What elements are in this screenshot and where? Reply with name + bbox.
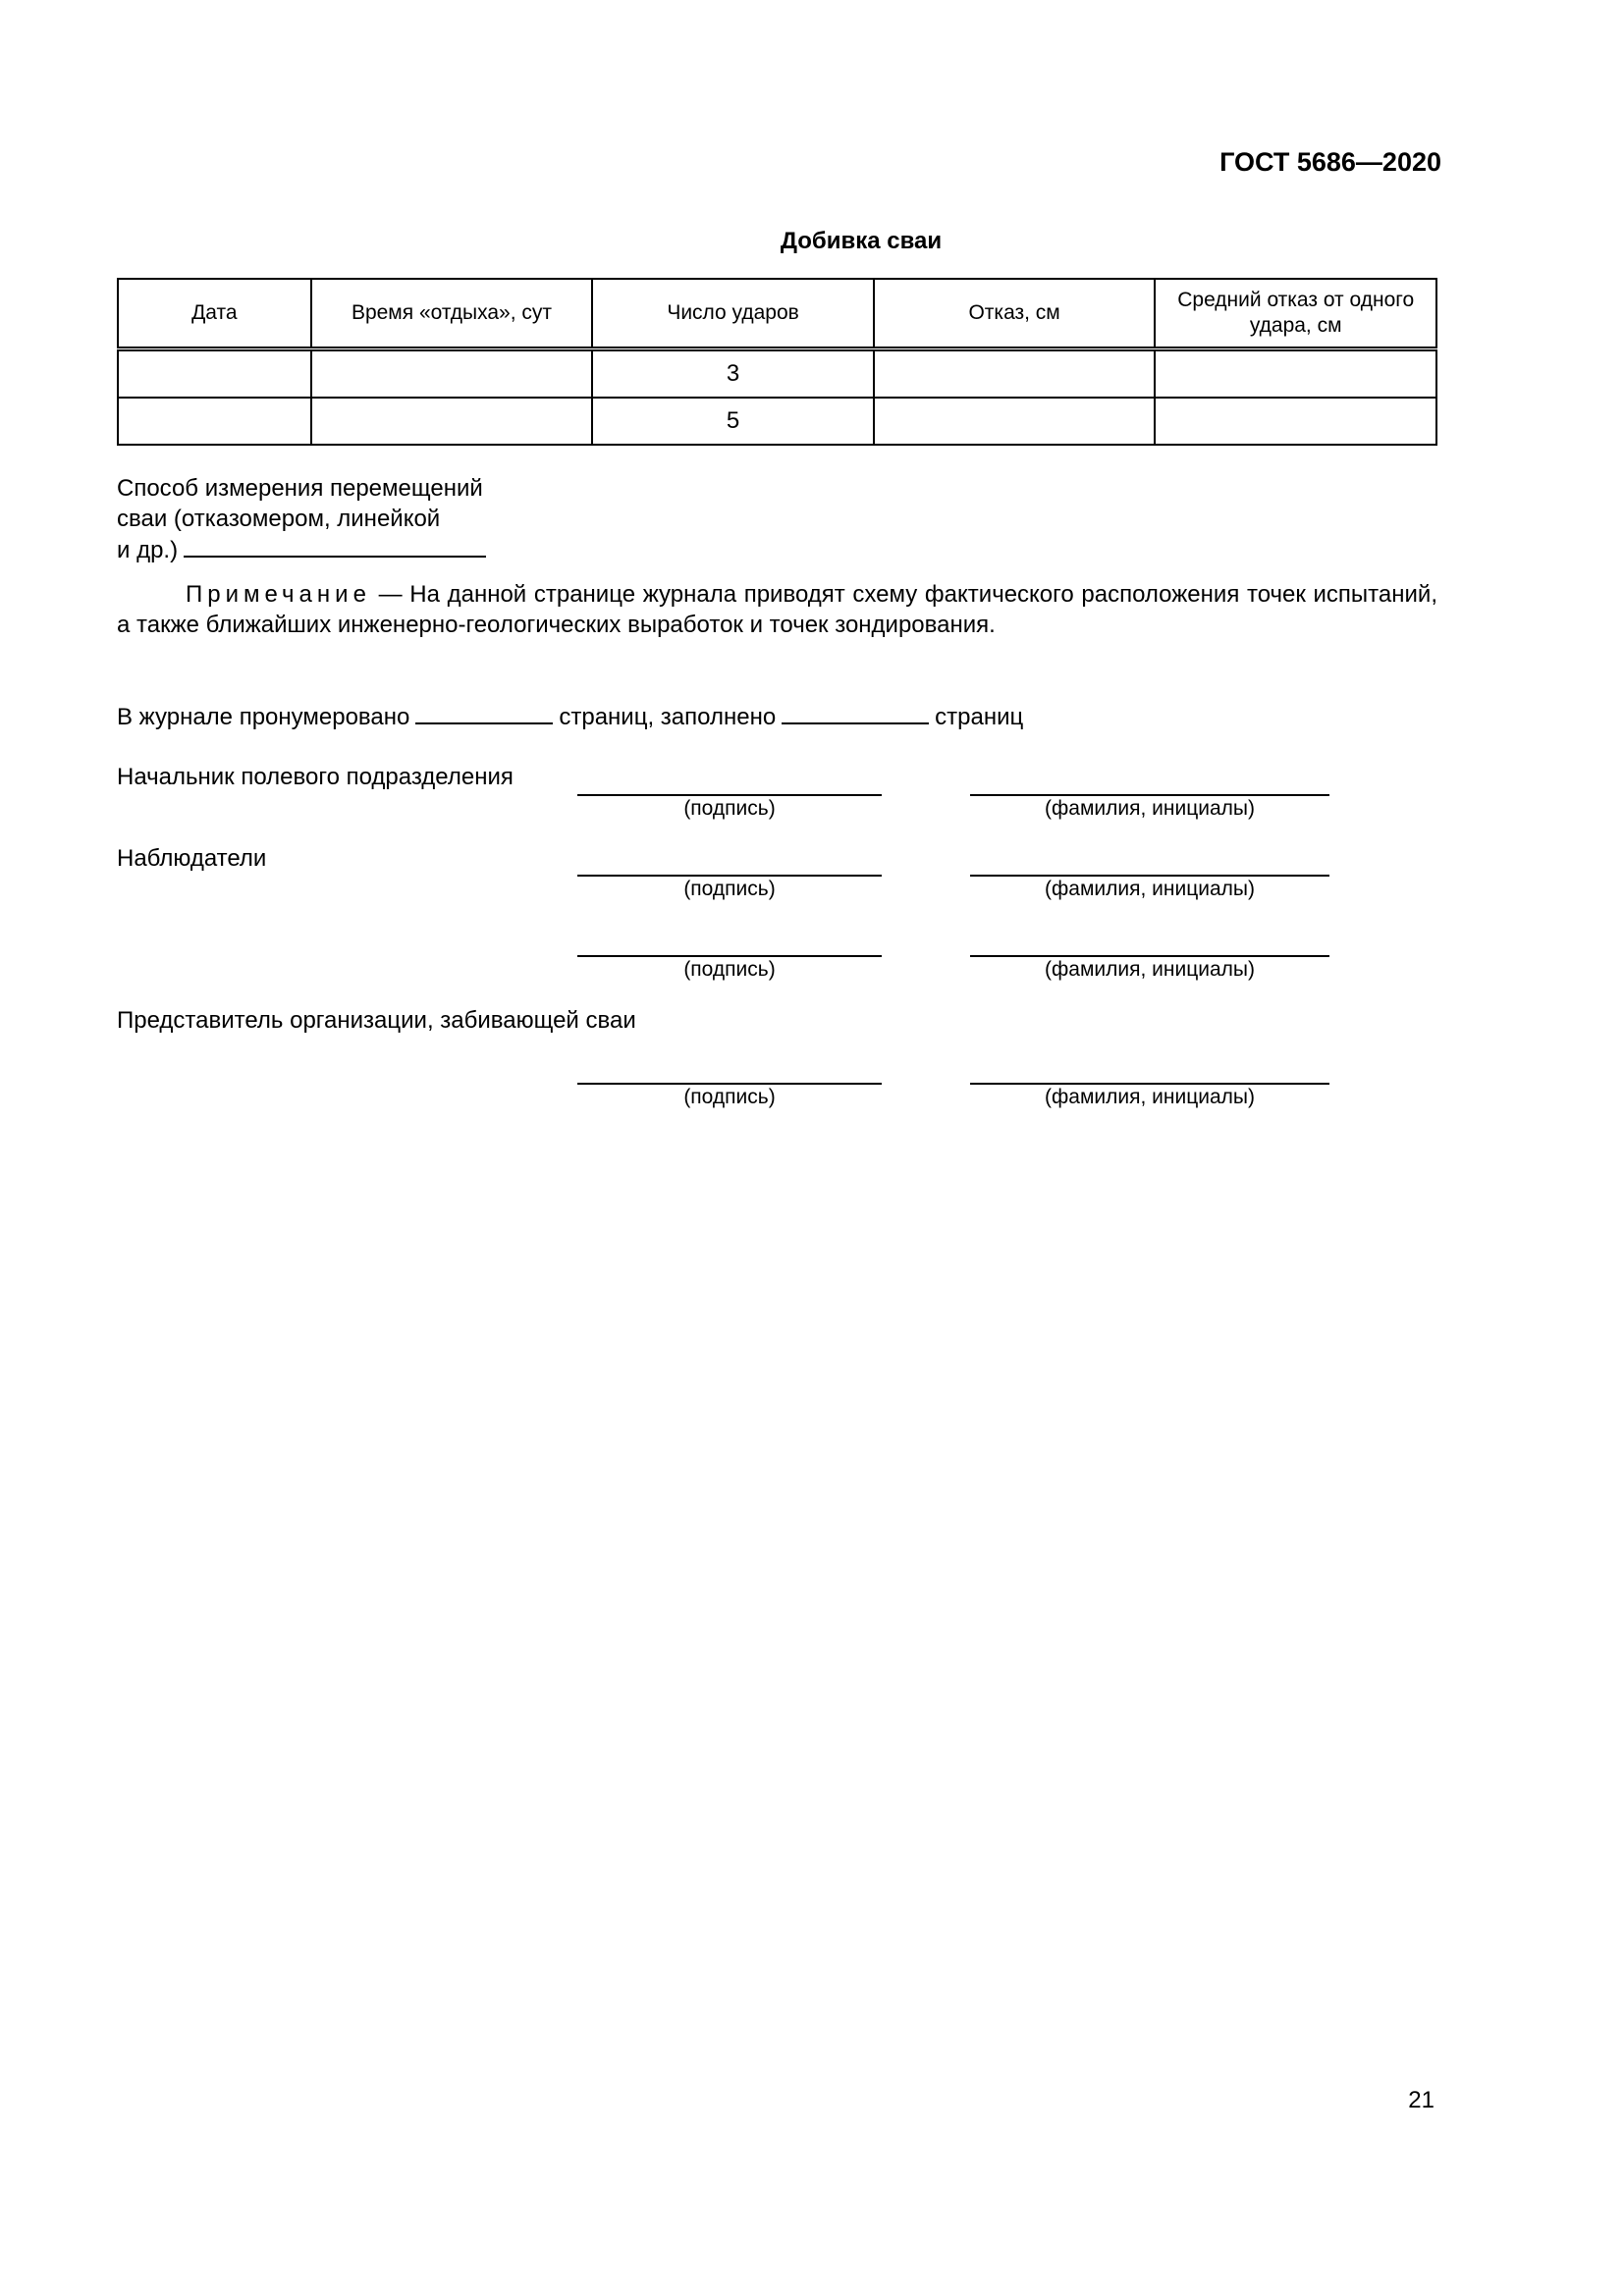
pages-suffix-label: страниц [935,704,1024,730]
table-header-row [118,279,1436,349]
pages-filled-label: страниц, заполнено [559,704,777,730]
observer-name-line [970,875,1329,877]
observers-label: Наблюдатели [117,845,267,872]
chief-label: Начальник полевого подразделения [117,764,514,790]
note-paragraph [117,579,1437,640]
page-count-line [117,703,1023,731]
table-cell: 5 [592,398,874,445]
note-label: Примечание [186,581,371,608]
pages-filled-blank [782,703,929,724]
name-caption: (фамилия, инициалы) [1045,797,1255,820]
table-cell [1155,349,1436,399]
signature-caption: (подпись) [683,878,776,900]
table-row [118,349,1436,399]
table-cell [118,398,311,445]
section-title: Добивка сваи [780,228,943,254]
method-line: сваи (отказомером, линейкой [117,506,441,532]
table-cell [1155,398,1436,445]
method-line: Способ измерения перемещений [117,475,483,502]
document-code: ГОСТ 5686—2020 [1219,147,1441,177]
page-number: 21 [1408,2087,1435,2113]
note-dash: — [370,581,410,608]
observer-signature-line [577,955,882,957]
name-caption: (фамилия, инициалы) [1045,958,1255,981]
column-header-refusal: Отказ, см [874,279,1156,349]
signature-caption: (подпись) [683,958,776,981]
table-cell [118,349,311,399]
table-cell: 3 [592,349,874,399]
pages-numbered-blank [415,703,553,724]
signature-caption: (подпись) [683,1086,776,1108]
column-header-rest-time: Время «отдыха», сут [311,279,593,349]
column-header-average-refusal: Средний отказ от одного удара, см [1155,279,1436,349]
representative-name-line [970,1083,1329,1085]
table-row [118,398,1436,445]
note-text: На данной странице журнала приводят схему фактического расположения точек испытаний, а также ближайших инженерно-геологических выработок и точек зондирования. [117,581,1437,638]
method-line: и др.) [117,537,179,563]
measurement-method [117,473,486,565]
method-blank-line [184,534,486,558]
representative-signature-line [577,1083,882,1085]
table-cell [311,398,593,445]
observer-signature-line [577,875,882,877]
table-cell [311,349,593,399]
table-cell [874,349,1156,399]
signature-caption: (подпись) [683,797,776,820]
table-cell [874,398,1156,445]
observer-name-line [970,955,1329,957]
pile-driving-table [117,278,1437,446]
chief-signature-line [577,794,882,796]
pages-numbered-label: В журнале пронумеровано [117,704,410,730]
representative-label: Представитель организации, забивающей сваи [117,1007,636,1034]
name-caption: (фамилия, инициалы) [1045,1086,1255,1108]
column-header-date: Дата [118,279,311,349]
chief-name-line [970,794,1329,796]
column-header-blow-count: Число ударов [592,279,874,349]
name-caption: (фамилия, инициалы) [1045,878,1255,900]
